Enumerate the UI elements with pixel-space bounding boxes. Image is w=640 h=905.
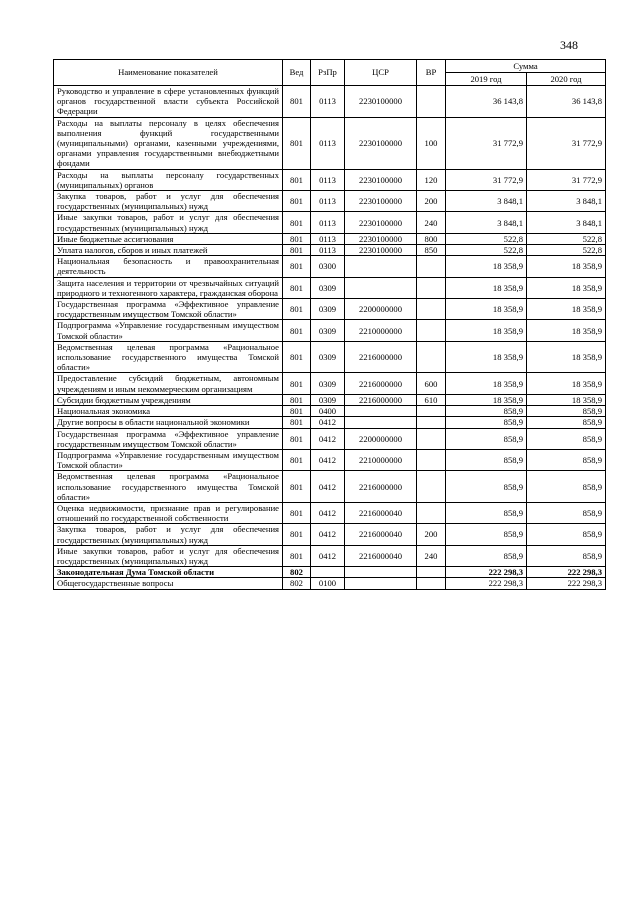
cell-name: Общегосударственные вопросы — [54, 578, 283, 589]
cell-ved: 801 — [283, 299, 311, 320]
cell-amount-2019: 18 358,9 — [446, 373, 527, 394]
header-summa: Сумма — [446, 60, 606, 73]
cell-ved: 801 — [283, 394, 311, 405]
cell-rzpr: 0309 — [311, 373, 345, 394]
cell-amount-2019: 18 358,9 — [446, 256, 527, 277]
cell-csr: 2216000000 — [345, 373, 417, 394]
cell-rzpr: 0309 — [311, 299, 345, 320]
cell-amount-2020: 18 358,9 — [527, 341, 606, 373]
cell-name: Уплата налогов, сборов и иных платежей — [54, 245, 283, 256]
table-row — [54, 567, 606, 578]
cell-amount-2020: 858,9 — [527, 545, 606, 566]
cell-ved: 801 — [283, 341, 311, 373]
cell-rzpr: 0113 — [311, 117, 345, 169]
table-row — [54, 212, 606, 233]
table-row — [54, 449, 606, 470]
cell-name: Иные закупки товаров, работ и услуг для обеспечения государственных (муниципальных) нужд — [54, 212, 283, 233]
cell-amount-2020: 18 358,9 — [527, 320, 606, 341]
cell-csr — [345, 567, 417, 578]
table-row — [54, 341, 606, 373]
table-row — [54, 471, 606, 503]
cell-ved: 801 — [283, 212, 311, 233]
page-number: 348 — [560, 38, 578, 52]
cell-vr: 610 — [417, 394, 446, 405]
cell-amount-2019: 18 358,9 — [446, 341, 527, 373]
cell-csr — [345, 417, 417, 428]
cell-rzpr: 0412 — [311, 449, 345, 470]
cell-rzpr: 0113 — [311, 191, 345, 212]
cell-vr — [417, 341, 446, 373]
cell-ved: 801 — [283, 117, 311, 169]
cell-vr: 800 — [417, 233, 446, 244]
cell-amount-2020: 858,9 — [527, 502, 606, 523]
table-row — [54, 578, 606, 589]
table-row — [54, 502, 606, 523]
table-row — [54, 245, 606, 256]
cell-amount-2020: 858,9 — [527, 406, 606, 417]
cell-rzpr — [311, 567, 345, 578]
cell-csr: 2200000000 — [345, 428, 417, 449]
cell-ved: 801 — [283, 169, 311, 190]
cell-name: Оценка недвижимости, признание прав и регулирование отношений по государственной собственности — [54, 502, 283, 523]
cell-name: Законодательная Дума Томской области — [54, 567, 283, 578]
cell-rzpr: 0412 — [311, 471, 345, 503]
cell-csr: 2230100000 — [345, 169, 417, 190]
table-row — [54, 394, 606, 405]
table-row — [54, 373, 606, 394]
cell-amount-2020: 3 848,1 — [527, 191, 606, 212]
cell-amount-2020: 18 358,9 — [527, 256, 606, 277]
cell-vr — [417, 417, 446, 428]
cell-name: Предоставление субсидий бюджетным, автономным учреждениям и иным некоммерческим организациям — [54, 373, 283, 394]
cell-ved: 801 — [283, 245, 311, 256]
cell-vr — [417, 449, 446, 470]
cell-vr: 600 — [417, 373, 446, 394]
cell-amount-2019: 18 358,9 — [446, 394, 527, 405]
cell-amount-2019: 18 358,9 — [446, 277, 527, 298]
cell-vr: 100 — [417, 117, 446, 169]
cell-csr: 2230100000 — [345, 191, 417, 212]
cell-ved: 801 — [283, 277, 311, 298]
cell-amount-2019: 858,9 — [446, 502, 527, 523]
cell-csr — [345, 578, 417, 589]
cell-vr — [417, 471, 446, 503]
cell-csr — [345, 256, 417, 277]
cell-amount-2019: 858,9 — [446, 471, 527, 503]
cell-rzpr: 0309 — [311, 394, 345, 405]
cell-rzpr: 0309 — [311, 341, 345, 373]
cell-csr: 2210000000 — [345, 449, 417, 470]
cell-rzpr: 0400 — [311, 406, 345, 417]
table-row — [54, 233, 606, 244]
table-row — [54, 299, 606, 320]
cell-amount-2019: 18 358,9 — [446, 299, 527, 320]
cell-csr: 2216000040 — [345, 545, 417, 566]
cell-ved: 801 — [283, 417, 311, 428]
table-row — [54, 524, 606, 545]
table-row — [54, 406, 606, 417]
table-row — [54, 191, 606, 212]
cell-amount-2020: 31 772,9 — [527, 169, 606, 190]
cell-amount-2020: 18 358,9 — [527, 299, 606, 320]
cell-amount-2020: 858,9 — [527, 428, 606, 449]
header-year-2019: 2019 год — [446, 73, 527, 86]
table-row — [54, 169, 606, 190]
cell-vr — [417, 406, 446, 417]
header-year-2020: 2020 год — [527, 73, 606, 86]
table-body — [54, 86, 606, 590]
cell-amount-2020: 3 848,1 — [527, 212, 606, 233]
cell-name: Закупка товаров, работ и услуг для обеспечения государственных (муниципальных) нужд — [54, 524, 283, 545]
cell-amount-2020: 522,8 — [527, 245, 606, 256]
cell-csr: 2216000040 — [345, 502, 417, 523]
cell-name: Национальная экономика — [54, 406, 283, 417]
cell-rzpr: 0412 — [311, 524, 345, 545]
table-row — [54, 428, 606, 449]
cell-csr: 2200000000 — [345, 299, 417, 320]
cell-vr — [417, 277, 446, 298]
cell-rzpr: 0113 — [311, 233, 345, 244]
table-row — [54, 86, 606, 118]
cell-ved: 801 — [283, 545, 311, 566]
table-row — [54, 320, 606, 341]
cell-amount-2019: 858,9 — [446, 428, 527, 449]
cell-name: Другие вопросы в области национальной экономики — [54, 417, 283, 428]
header-csr: ЦСР — [345, 60, 417, 86]
cell-rzpr: 0113 — [311, 169, 345, 190]
cell-rzpr: 0113 — [311, 86, 345, 118]
cell-csr: 2230100000 — [345, 86, 417, 118]
cell-vr — [417, 502, 446, 523]
cell-vr — [417, 567, 446, 578]
cell-amount-2020: 522,8 — [527, 233, 606, 244]
cell-ved: 801 — [283, 449, 311, 470]
cell-ved: 802 — [283, 567, 311, 578]
cell-vr: 240 — [417, 545, 446, 566]
cell-rzpr: 0100 — [311, 578, 345, 589]
cell-rzpr: 0309 — [311, 277, 345, 298]
cell-amount-2020: 18 358,9 — [527, 373, 606, 394]
cell-amount-2019: 222 298,3 — [446, 578, 527, 589]
cell-csr: 2216000000 — [345, 341, 417, 373]
cell-amount-2019: 858,9 — [446, 449, 527, 470]
cell-ved: 801 — [283, 233, 311, 244]
cell-csr — [345, 277, 417, 298]
cell-vr: 240 — [417, 212, 446, 233]
cell-vr: 120 — [417, 169, 446, 190]
budget-table — [53, 59, 606, 590]
cell-csr — [345, 406, 417, 417]
cell-ved: 801 — [283, 428, 311, 449]
cell-vr: 200 — [417, 191, 446, 212]
cell-name: Закупка товаров, работ и услуг для обеспечения государственных (муниципальных) нужд — [54, 191, 283, 212]
cell-amount-2020: 858,9 — [527, 524, 606, 545]
cell-csr: 2216000000 — [345, 394, 417, 405]
cell-csr: 2210000000 — [345, 320, 417, 341]
cell-amount-2019: 31 772,9 — [446, 117, 527, 169]
cell-rzpr: 0412 — [311, 545, 345, 566]
cell-amount-2020: 858,9 — [527, 417, 606, 428]
cell-amount-2020: 222 298,3 — [527, 578, 606, 589]
cell-amount-2020: 858,9 — [527, 471, 606, 503]
table-header — [54, 60, 606, 86]
cell-name: Защита населения и территории от чрезвычайных ситуаций природного и техногенного характера, гражданская оборона — [54, 277, 283, 298]
cell-name: Руководство и управление в сфере установленных функций органов государственной власти субъекта Российской Федерации — [54, 86, 283, 118]
cell-csr: 2216000040 — [345, 524, 417, 545]
cell-name: Подпрограмма «Управление государственным имуществом Томской области» — [54, 449, 283, 470]
cell-amount-2019: 36 143,8 — [446, 86, 527, 118]
cell-vr: 200 — [417, 524, 446, 545]
cell-rzpr: 0412 — [311, 417, 345, 428]
cell-name: Подпрограмма «Управление государственным имуществом Томской области» — [54, 320, 283, 341]
cell-name: Иные бюджетные ассигнования — [54, 233, 283, 244]
cell-amount-2019: 3 848,1 — [446, 191, 527, 212]
cell-ved: 801 — [283, 502, 311, 523]
cell-amount-2020: 222 298,3 — [527, 567, 606, 578]
cell-amount-2020: 18 358,9 — [527, 277, 606, 298]
cell-ved: 801 — [283, 86, 311, 118]
cell-amount-2020: 36 143,8 — [527, 86, 606, 118]
table-row — [54, 256, 606, 277]
cell-ved: 801 — [283, 256, 311, 277]
cell-amount-2020: 18 358,9 — [527, 394, 606, 405]
cell-name: Государственная программа «Эффективное управление государственным имуществом Томской области» — [54, 299, 283, 320]
cell-ved: 801 — [283, 471, 311, 503]
cell-ved: 801 — [283, 373, 311, 394]
cell-rzpr: 0412 — [311, 502, 345, 523]
cell-rzpr: 0300 — [311, 256, 345, 277]
cell-amount-2019: 858,9 — [446, 545, 527, 566]
cell-name: Ведомственная целевая программа «Рациональное использование государственного имущества Томской области» — [54, 471, 283, 503]
table-row — [54, 545, 606, 566]
cell-ved: 801 — [283, 320, 311, 341]
cell-vr — [417, 86, 446, 118]
cell-vr — [417, 299, 446, 320]
cell-amount-2020: 31 772,9 — [527, 117, 606, 169]
cell-ved: 801 — [283, 406, 311, 417]
cell-name: Государственная программа «Эффективное управление государственным имуществом Томской области» — [54, 428, 283, 449]
cell-name: Расходы на выплаты персоналу государственных (муниципальных) органов — [54, 169, 283, 190]
cell-vr — [417, 578, 446, 589]
cell-name: Иные закупки товаров, работ и услуг для обеспечения государственных (муниципальных) нужд — [54, 545, 283, 566]
cell-vr — [417, 320, 446, 341]
cell-csr: 2216000000 — [345, 471, 417, 503]
cell-name: Ведомственная целевая программа «Рациональное использование государственного имущества Томской области» — [54, 341, 283, 373]
cell-amount-2019: 522,8 — [446, 233, 527, 244]
cell-amount-2019: 858,9 — [446, 406, 527, 417]
cell-amount-2019: 31 772,9 — [446, 169, 527, 190]
cell-name: Национальная безопасность и правоохранительная деятельность — [54, 256, 283, 277]
table-row — [54, 117, 606, 169]
cell-ved: 802 — [283, 578, 311, 589]
cell-rzpr: 0309 — [311, 320, 345, 341]
cell-rzpr: 0113 — [311, 245, 345, 256]
table-row — [54, 417, 606, 428]
cell-name: Субсидии бюджетным учреждениям — [54, 394, 283, 405]
cell-amount-2019: 3 848,1 — [446, 212, 527, 233]
cell-rzpr: 0412 — [311, 428, 345, 449]
table-row — [54, 277, 606, 298]
header-ved: Вед — [283, 60, 311, 86]
cell-csr: 2230100000 — [345, 117, 417, 169]
header-name: Наименование показателей — [54, 60, 283, 86]
cell-csr: 2230100000 — [345, 212, 417, 233]
header-rzpr: РзПр — [311, 60, 345, 86]
header-vr: ВР — [417, 60, 446, 86]
cell-amount-2019: 858,9 — [446, 417, 527, 428]
cell-amount-2019: 858,9 — [446, 524, 527, 545]
cell-vr — [417, 428, 446, 449]
cell-amount-2019: 522,8 — [446, 245, 527, 256]
cell-amount-2020: 858,9 — [527, 449, 606, 470]
cell-amount-2019: 18 358,9 — [446, 320, 527, 341]
cell-vr — [417, 256, 446, 277]
cell-csr: 2230100000 — [345, 233, 417, 244]
cell-csr: 2230100000 — [345, 245, 417, 256]
cell-vr: 850 — [417, 245, 446, 256]
cell-name: Расходы на выплаты персоналу в целях обеспечения выполнения функций государственными (муниципальными) органами, казенными учреждениями, органами управления государственными внебюджетными фондами — [54, 117, 283, 169]
cell-rzpr: 0113 — [311, 212, 345, 233]
cell-ved: 801 — [283, 524, 311, 545]
cell-amount-2019: 222 298,3 — [446, 567, 527, 578]
cell-ved: 801 — [283, 191, 311, 212]
